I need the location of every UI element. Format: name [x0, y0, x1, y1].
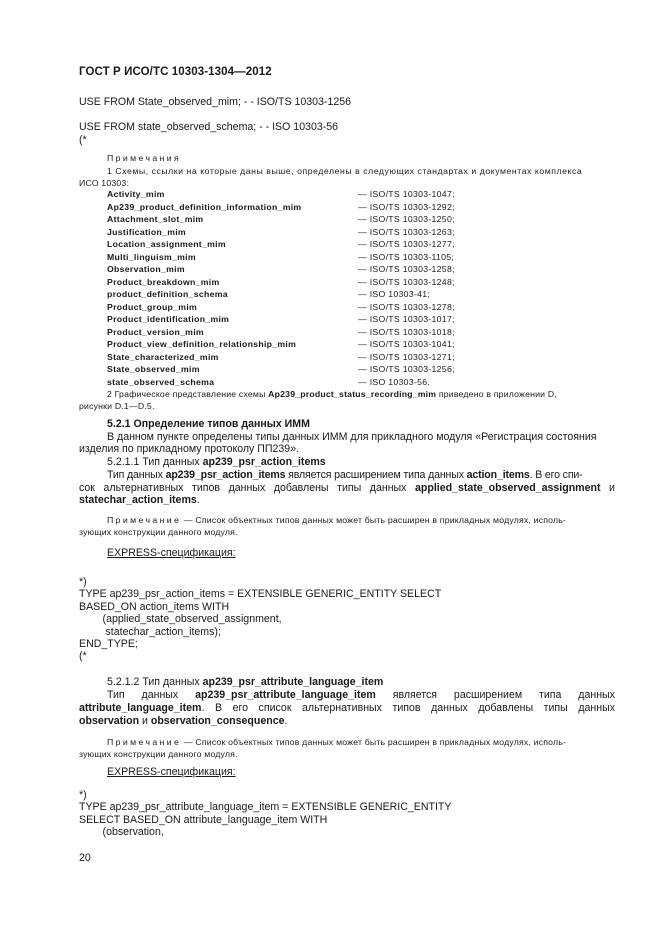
type-name: ap239_psr_action_items	[202, 456, 326, 468]
use-from-line: USE FROM State_observed_mim; - - ISO/TS 10303-1256	[79, 96, 352, 108]
schema-standard-ref: — ISO/TS 10303-1105;	[358, 251, 455, 262]
code-line: (observation,	[79, 826, 164, 839]
schema-name: Activity_mim	[107, 189, 165, 199]
schema-standard-ref: — ISO/TS 10303-1263;	[358, 226, 455, 237]
note-text	[107, 515, 566, 525]
body-text: Тип данных	[107, 469, 166, 481]
schema-standard-ref: — ISO/TS 10303-1292;	[358, 201, 455, 212]
body-text	[79, 482, 615, 494]
body-text: типа	[539, 689, 562, 701]
schema-standard-ref: — ISO/TS 10303-1041;	[358, 339, 455, 349]
type-name: action_items	[466, 469, 530, 481]
note-text	[107, 389, 557, 399]
code-line: TYPE ap239_psr_action_items = EXTENSIBLE GENERIC_ENTITY SELECT	[79, 588, 442, 601]
body-text: данных	[141, 689, 179, 701]
body-text: . В его спи-	[529, 469, 583, 481]
schema-name: Justification_mim	[107, 226, 186, 237]
body-text	[107, 469, 583, 481]
schema-name: state_observed_schema	[107, 376, 215, 387]
note-title: Примечания	[107, 153, 182, 163]
schema-standard-ref: — ISO 10303-41;	[358, 289, 431, 299]
body-text: Тип	[107, 689, 125, 701]
schema-name: Product_view_definition_relationship_mim	[107, 339, 297, 349]
note-text: приведено в приложении D,	[436, 389, 557, 399]
schema-standard-ref: — ISO 10303-56.	[358, 376, 431, 387]
note-label: Примечание	[107, 515, 182, 525]
type-name: applied_state_observed_assignment	[415, 482, 601, 494]
schema-standard-ref: — ISO/TS 10303-1278;	[358, 301, 455, 312]
body-text: изделия по прикладному протоколу ПП239».	[79, 443, 300, 455]
express-spec-label: EXPRESS-спецификация:	[107, 766, 236, 778]
note-text: зующих конструкции данного модуля.	[79, 749, 238, 759]
body-text: сок альтернативных типов данных добавлены типы данных	[79, 482, 416, 494]
body-text: является	[392, 689, 438, 701]
subsection-heading	[107, 676, 383, 688]
schema-name: Product_breakdown_mim	[107, 276, 220, 287]
express-spec-label	[107, 547, 236, 559]
schema-name: Ap239_product_definition_information_mim	[107, 201, 302, 212]
note-text: ИСО 10303:	[79, 178, 130, 188]
schema-standard-ref: — ISO/TS 10303-1250;	[358, 214, 455, 224]
schema-standard-ref: — ISO/TS 10303-1256;	[358, 364, 455, 374]
body-text: .	[196, 494, 200, 506]
code-line: *)	[79, 576, 87, 588]
body-text	[79, 715, 287, 727]
note-text: 2 Графическое представление схемы	[107, 389, 269, 399]
schema-name: Ap239_product_status_recording_mim	[268, 389, 437, 399]
code-line: BASED_ON action_items WITH	[79, 600, 230, 613]
note-text: рисунки D.1—D.5.	[79, 401, 155, 411]
body-text	[79, 494, 200, 506]
note-text: 1 Схемы, ссылки на которые даны выше, определены в следующих стандартах и документах комплекса	[107, 166, 583, 176]
schema-standard-ref: — ISO/TS 10303-1258;	[358, 264, 455, 274]
schema-name: Product_version_mim	[107, 326, 204, 337]
note-text: — Список объектных типов данных может быть расширен в прикладных модулях, исполь-	[181, 515, 567, 525]
body-text	[107, 689, 615, 701]
schema-standard-ref: — ISO/TS 10303-1017;	[358, 314, 455, 324]
code-line: END_TYPE;	[79, 638, 138, 650]
document-header: ГОСТ Р ИСО/ТС 10303-1304—2012	[79, 66, 272, 78]
subsection-number: 5.2.1.2 Тип данных	[107, 676, 203, 688]
body-text	[79, 702, 615, 714]
body-text: расширением	[453, 689, 523, 701]
type-name: attribute_language_item	[79, 702, 202, 714]
section-heading: 5.2.1 Определение типов данных ИММ	[107, 418, 310, 430]
type-name: ap239_psr_action_items	[165, 469, 286, 481]
schema-name: Product_identification_mim	[107, 314, 230, 324]
schema-standard-ref: — ISO/TS 10303-1248;	[358, 276, 455, 287]
schema-standard-ref: — ISO/TS 10303-1271;	[358, 351, 455, 362]
body-text: . В его список альтернативных типов данных добавлены типы данных	[201, 702, 615, 714]
code-line: statechar_action_items);	[79, 625, 221, 638]
schema-standard-ref: — ISO/TS 10303-1047;	[358, 189, 455, 199]
schema-name: Multi_linguism_mim	[107, 251, 196, 262]
code-line: TYPE ap239_psr_attribute_language_item = EXTENSIBLE GENERIC_ENTITY	[79, 801, 452, 814]
code-line: SELECT BASED_ON attribute_language_item WITH	[79, 813, 328, 826]
type-name: observation	[79, 715, 140, 727]
note-text	[107, 737, 566, 747]
code-line: (*	[79, 650, 87, 663]
use-from-line: USE FROM state_observed_schema; - - ISO 10303-56	[79, 121, 339, 133]
code-line: *)	[79, 789, 87, 801]
express-spec-label: EXPRESS-спецификация:	[107, 547, 236, 559]
body-text: и	[600, 482, 615, 494]
schema-name: State_observed_mim	[107, 364, 200, 374]
schema-name: Location_assignment_mim	[107, 239, 226, 249]
schema-name: State_characterized_mim	[107, 351, 219, 362]
page-number: 20	[79, 852, 91, 864]
subsection-heading	[107, 456, 326, 468]
schema-name: Product_group_mim	[107, 301, 198, 312]
type-name: observation_consequence	[150, 715, 285, 727]
body-text: данных	[578, 689, 615, 701]
type-name: ap239_psr_attribute_language_item	[195, 689, 376, 701]
express-spec-label	[107, 766, 236, 778]
schema-name: Attachment_slot_mim	[107, 214, 204, 224]
schema-standard-ref: — ISO/TS 10303-1018;	[358, 326, 455, 337]
note-label: Примечание	[107, 737, 182, 747]
note-text: зующих конструкции данного модуля.	[79, 527, 238, 537]
schema-name: Observation_mim	[107, 264, 185, 274]
code-line: (applied_state_observed_assignment,	[79, 613, 282, 626]
body-text: является расширением типа данных	[285, 469, 467, 481]
type-name: statechar_action_items	[79, 494, 197, 506]
schema-name: product_definition_schema	[107, 289, 228, 299]
comment-open: (*	[79, 134, 87, 146]
body-text: и	[139, 715, 151, 727]
subsection-number: 5.2.1.1 Тип данных	[107, 456, 203, 468]
type-name: ap239_psr_attribute_language_item	[202, 676, 384, 688]
body-text: В данном пункте определены типы данных ИММ для прикладного модуля «Регистрация состояния	[107, 431, 597, 443]
schema-standard-ref: — ISO/TS 10303-1277;	[358, 239, 455, 249]
note-text: — Список объектных типов данных может быть расширен в прикладных модулях, исполь-	[181, 737, 567, 747]
body-text: .	[284, 715, 288, 727]
